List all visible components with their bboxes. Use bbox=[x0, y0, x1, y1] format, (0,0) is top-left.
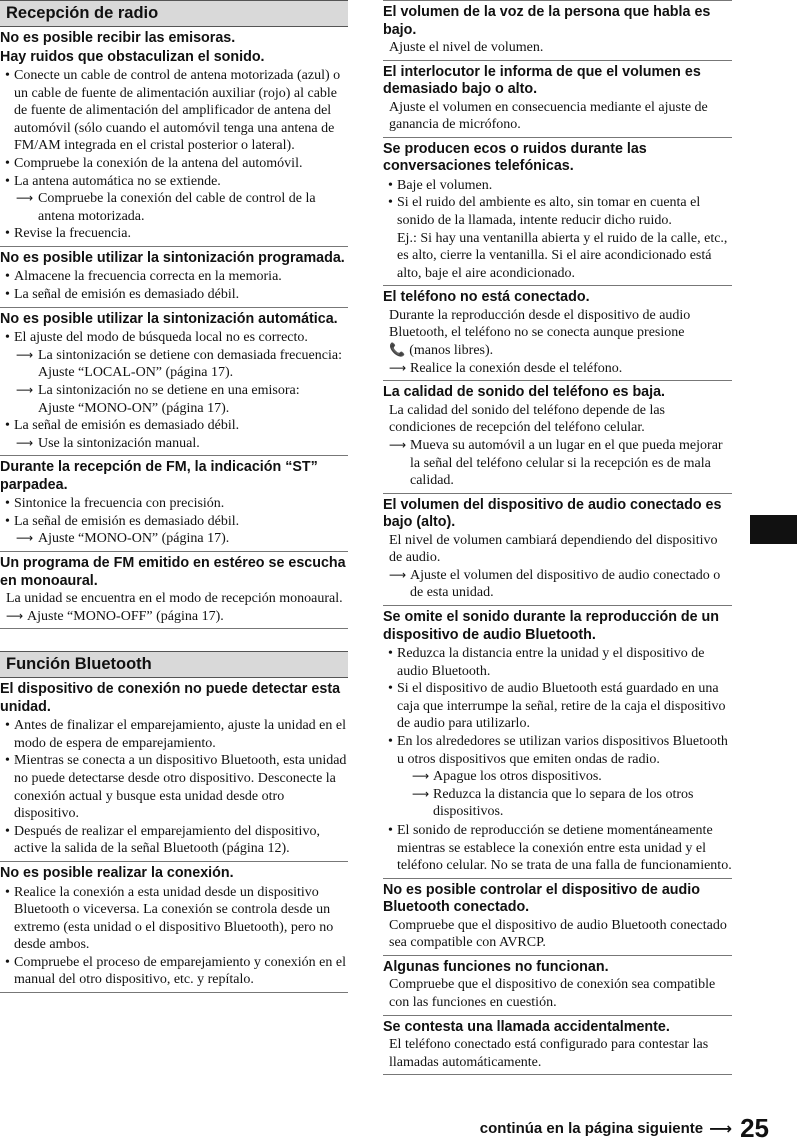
arrow-item bbox=[383, 768, 732, 786]
list-item: • Después de realizar el emparejamiento del dispositivo, active la salida de la señal Bluetooth (página 12). bbox=[0, 823, 348, 858]
section-header-bluetooth: Función Bluetooth bbox=[0, 651, 348, 678]
right-block-4 bbox=[383, 286, 732, 381]
right-arrow-icon: ⟶ bbox=[389, 437, 407, 452]
block-body: Compruebe que el dispositivo de audio Bluetooth conectado sea compatible con AVRCP. bbox=[389, 917, 727, 951]
arrow-text: Reduzca la distancia que lo separa de los otros dispositivos. bbox=[433, 786, 694, 820]
block-body bbox=[383, 307, 732, 360]
block-title: Algunas funciones no funcionan. bbox=[383, 958, 609, 975]
block-body: Ajuste el volumen en consecuencia mediante el ajuste de ganancia de micrófono. bbox=[389, 99, 708, 133]
bt-block-2 bbox=[0, 862, 348, 993]
right-block-7 bbox=[383, 606, 732, 879]
list-item: • Compruebe el proceso de emparejamiento y conexión en el manual del otro dispositivo, etc. y repítalo. bbox=[0, 954, 348, 989]
right-arrow-icon: ⟶ bbox=[16, 382, 34, 397]
arrow-item bbox=[0, 530, 348, 548]
bt-block-1 bbox=[0, 678, 348, 862]
list-item: • Revise la frecuencia. bbox=[0, 225, 348, 243]
block-title: No es posible recibir las emisoras. bbox=[0, 30, 236, 46]
list-item: • El ajuste del modo de búsqueda local no es correcto. bbox=[0, 329, 348, 347]
section-header-radio: Recepción de radio bbox=[0, 0, 348, 27]
block-title: Se omite el sonido durante la reproducción de un dispositivo de audio Bluetooth. bbox=[383, 609, 720, 643]
block-title: Hay ruidos que obstaculizan el sonido. bbox=[0, 48, 265, 65]
block-body: Compruebe que el dispositivo de conexión sea compatible con las funciones en cuestión. bbox=[389, 977, 716, 1011]
section-tab-marker bbox=[750, 515, 797, 544]
list-item: • La antena automática no se extiende. bbox=[0, 173, 348, 191]
body-text: (manos libres). bbox=[409, 343, 494, 359]
radio-block-4 bbox=[0, 456, 348, 552]
sub-item: Ajuste “LOCAL-ON” (página 17). bbox=[38, 365, 234, 381]
list-item-continuation: Ej.: Si hay una ventanilla abierta y el ruido de la calle, etc., es alto, cierre la ventanilla. Si el aire acondicionado está alto, baje el aire acondicionado. bbox=[397, 230, 728, 281]
block-title: Se contesta una llamada accidentalmente. bbox=[383, 1018, 670, 1035]
right-column bbox=[383, 0, 732, 1075]
list-item: • Compruebe la conexión de la antena del automóvil. bbox=[0, 155, 348, 173]
block-title: No es posible utilizar la sintonización automática. bbox=[0, 310, 338, 327]
right-arrow-icon: ⟶ bbox=[389, 360, 407, 375]
list-item: • Antes de finalizar el emparejamiento, ajuste la unidad en el modo de espera de emparejamiento. bbox=[0, 717, 348, 752]
list-item: • La señal de emisión es demasiado débil. bbox=[0, 513, 348, 531]
right-block-3 bbox=[383, 138, 732, 287]
block-title: La calidad de sonido del teléfono es baja. bbox=[383, 384, 666, 401]
list-item: • Si el ruido del ambiente es alto, sin tomar en cuenta el sonido de la llamada, intente reducir dicho ruido. bbox=[383, 194, 732, 229]
arrow-text: Use la sintonización manual. bbox=[38, 435, 200, 451]
block-body: El teléfono conectado está configurado para contestar las llamadas automáticamente. bbox=[389, 1037, 709, 1070]
arrow-text: Ajuste el volumen del dispositivo de audio conectado o de esta unidad. bbox=[410, 567, 721, 601]
phone-icon: 📞 bbox=[389, 343, 406, 359]
block-body: La calidad del sonido del teléfono depende de las condiciones de recepción del teléfono celular. bbox=[389, 402, 666, 436]
list-item: • En los alrededores se utilizan varios dispositivos Bluetooth u otros dispositivos que emiten ondas de radio. bbox=[383, 733, 732, 768]
right-arrow-icon: ⟶ bbox=[16, 347, 34, 362]
page-number: 25 bbox=[740, 1113, 769, 1143]
arrow-text: Ajuste “MONO-ON” (página 17). bbox=[38, 531, 230, 547]
block-title: El interlocutor le informa de que el volumen es demasiado bajo o alto. bbox=[383, 63, 701, 98]
arrow-item bbox=[0, 347, 348, 365]
arrow-text: Mueva su automóvil a un lugar en el que pueda mejorar la señal del teléfono celular si la recepción es de mala calidad. bbox=[410, 437, 723, 489]
radio-block-1 bbox=[0, 27, 348, 247]
list-item: • Si el dispositivo de audio Bluetooth está guardado en una caja que interrumpe la señal, retire de la caja el dispositivo de audio para utilizarlo. bbox=[383, 680, 732, 733]
arrow-text: La sintonización se detiene con demasiada frecuencia: bbox=[38, 347, 342, 363]
arrow-text: Ajuste “MONO-OFF” (página 17). bbox=[27, 608, 224, 624]
list-item: • Mientras se conecta a un dispositivo Bluetooth, esta unidad no puede detectarse desde otro dispositivo. Desconecte la conexión actual y busque esta unidad desde otro dispositivo. bbox=[0, 752, 348, 822]
list-item: • La señal de emisión es demasiado débil. bbox=[0, 417, 348, 435]
block-title: El volumen de la voz de la persona que habla es bajo. bbox=[383, 4, 711, 38]
arrow-item bbox=[0, 190, 348, 225]
block-title: El dispositivo de conexión no puede detectar esta unidad. bbox=[0, 681, 341, 715]
list-item: • El sonido de reproducción se detiene momentáneamente mientras se establece la conexión entre esta unidad y el teléfono celular. No se trata de una falla de funcionamiento. bbox=[383, 822, 732, 875]
right-arrow-icon: ⟶ bbox=[709, 1119, 733, 1138]
body-text: Durante la reproducción desde el dispositivo de audio Bluetooth, el teléfono no se conecta aunque presione bbox=[389, 307, 691, 341]
list-item: • La señal de emisión es demasiado débil. bbox=[0, 286, 348, 304]
block-title: Un programa de FM emitido en estéreo se escucha en monoaural. bbox=[0, 555, 346, 589]
left-column bbox=[0, 0, 348, 993]
block-title: El volumen del dispositivo de audio conectado es bajo (alto). bbox=[383, 496, 722, 531]
block-title: No es posible controlar el dispositivo de audio Bluetooth conectado. bbox=[383, 881, 700, 916]
right-arrow-icon: ⟶ bbox=[6, 608, 24, 623]
list-item: • Reduzca la distancia entre la unidad y el dispositivo de audio Bluetooth. bbox=[383, 645, 732, 680]
right-arrow-icon: ⟶ bbox=[412, 786, 430, 801]
block-title: Se producen ecos o ruidos durante las conversaciones telefónicas. bbox=[383, 140, 647, 175]
arrow-text: La sintonización no se detiene en una emisora: bbox=[38, 382, 300, 398]
arrow-item bbox=[383, 360, 732, 378]
arrow-item bbox=[383, 567, 732, 602]
right-block-2 bbox=[383, 61, 732, 138]
list-item: • Conecte un cable de control de antena motorizada (azul) o un cable de fuente de alimentación auxiliar (rojo) al cable de fuente de alimentación del amplificador de antena del automóvil (sólo cuando el automóvil tenga una antena de FM/AM integrada en el cristal posterior o lateral). bbox=[0, 67, 348, 155]
block-title: No es posible realizar la conexión. bbox=[0, 865, 234, 881]
right-arrow-icon: ⟶ bbox=[412, 769, 430, 784]
block-body: El nivel de volumen cambiará dependiendo del dispositivo de audio. bbox=[389, 532, 718, 566]
block-body: Ajuste el nivel de volumen. bbox=[389, 40, 544, 55]
radio-block-2 bbox=[0, 247, 348, 308]
arrow-text: Apague los otros dispositivos. bbox=[433, 769, 602, 785]
list-item: • Realice la conexión a esta unidad desde un dispositivo Bluetooth o viceversa. La conexión se controla desde un extremo (esta unidad o el dispositivo Bluetooth), pero no desde ambos. bbox=[0, 884, 348, 954]
arrow-item bbox=[0, 382, 348, 400]
block-body: La unidad se encuentra en el modo de recepción monoaural. bbox=[6, 591, 343, 607]
right-arrow-icon: ⟶ bbox=[16, 191, 34, 206]
continue-text: continúa en la página siguiente bbox=[479, 1120, 704, 1137]
list-item: • Almacene la frecuencia correcta en la memoria. bbox=[0, 268, 348, 286]
radio-block-3 bbox=[0, 308, 348, 457]
sub-item: Ajuste “MONO-ON” (página 17). bbox=[38, 400, 230, 416]
right-block-8 bbox=[383, 879, 732, 956]
arrow-item bbox=[383, 437, 732, 490]
right-block-10 bbox=[383, 1016, 732, 1076]
right-block-5 bbox=[383, 381, 732, 493]
arrow-text: Compruebe la conexión del cable de control de la antena motorizada. bbox=[38, 191, 316, 224]
page-footer bbox=[480, 1113, 769, 1144]
block-title: No es posible utilizar la sintonización programada. bbox=[0, 249, 345, 266]
right-block-6 bbox=[383, 494, 732, 606]
radio-block-5 bbox=[0, 552, 348, 629]
list-item: • Sintonice la frecuencia con precisión. bbox=[0, 495, 348, 513]
right-block-1 bbox=[383, 0, 732, 61]
block-title: El teléfono no está conectado. bbox=[383, 289, 590, 306]
right-arrow-icon: ⟶ bbox=[389, 567, 407, 582]
arrow-item bbox=[0, 608, 348, 626]
arrow-text: Realice la conexión desde el teléfono. bbox=[410, 360, 623, 376]
right-arrow-icon: ⟶ bbox=[16, 435, 34, 450]
arrow-item bbox=[0, 435, 348, 453]
right-arrow-icon: ⟶ bbox=[16, 531, 34, 546]
arrow-item bbox=[383, 786, 732, 821]
right-block-9 bbox=[383, 956, 732, 1016]
list-item: • Baje el volumen. bbox=[383, 177, 732, 195]
block-title: Durante la recepción de FM, la indicación “ST” parpadea. bbox=[0, 459, 318, 493]
